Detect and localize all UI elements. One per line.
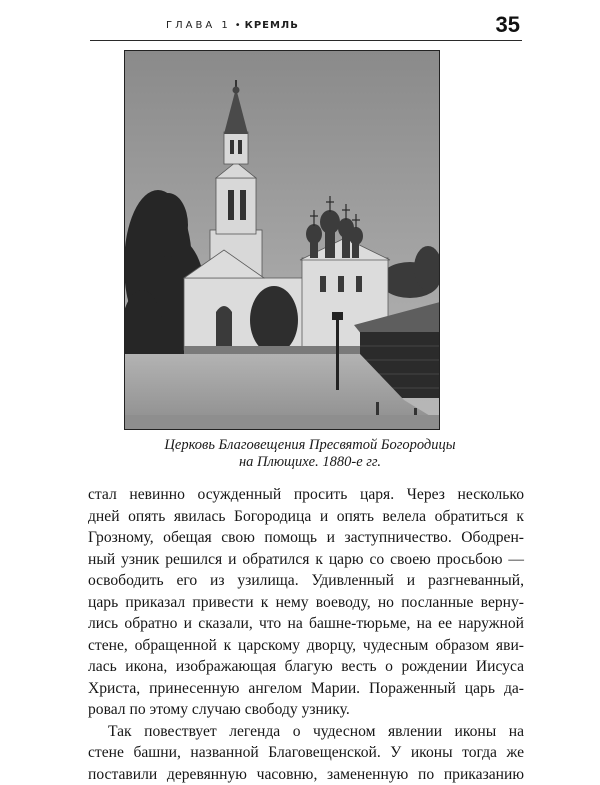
text-line: Так повествует легенда о чудесном явлении иконы на (88, 721, 524, 743)
chapter-label: ГЛАВА (166, 20, 215, 31)
header-rule (90, 40, 522, 41)
text-line: Христа, принесенную ангелом Марии. Пораженный царь да- (88, 678, 524, 700)
text-line: стал невинно осужденный просить царя. Через несколько (88, 484, 524, 506)
text-line: освободить его из узилища. Удивленный и разгневанный, (88, 570, 524, 592)
text-line: ный узник решился и обратился к царю со своею просьбою — (88, 549, 524, 571)
text-line: стене башни, названной Благовещенской. У иконы тогда же (88, 742, 524, 764)
text-line: лись обратно и сказали, что на башне-тюрьме, на ее наружной (88, 613, 524, 635)
body-text (88, 484, 524, 785)
text-line: лась икона, изображающая благую весть о рождении Иисуса (88, 656, 524, 678)
church-photograph (124, 50, 440, 430)
text-line: царь приказал привести к нему воеводу, но посланные верну- (88, 592, 524, 614)
photo-caption (100, 437, 520, 471)
text-line: стене, обращенной к царскому дворцу, чудесным образом яви- (88, 635, 524, 657)
section-title: КРЕМЛЬ (245, 20, 299, 31)
caption-line-1: Церковь Благовещения Пресвятой Богородицы (100, 437, 520, 454)
bullet-separator: • (235, 20, 241, 31)
page-number: 35 (496, 12, 520, 38)
caption-line-2: на Плющихе. 1880-е гг. (100, 454, 520, 471)
running-title (166, 20, 299, 31)
text-line: поставили деревянную часовню, замененную по приказанию (88, 764, 524, 785)
church-illustration (124, 50, 440, 430)
paragraph-2 (88, 721, 524, 785)
text-line: Грозному, обещая свою помощь и заступничество. Ободрен- (88, 527, 524, 549)
chapter-number: 1 (221, 20, 230, 31)
text-line: ровал по этому случаю свободу узнику. (88, 699, 524, 721)
running-header (90, 14, 522, 40)
text-line: дней опять явилась Богородица и опять велела обратиться к (88, 506, 524, 528)
paragraph-1 (88, 484, 524, 721)
